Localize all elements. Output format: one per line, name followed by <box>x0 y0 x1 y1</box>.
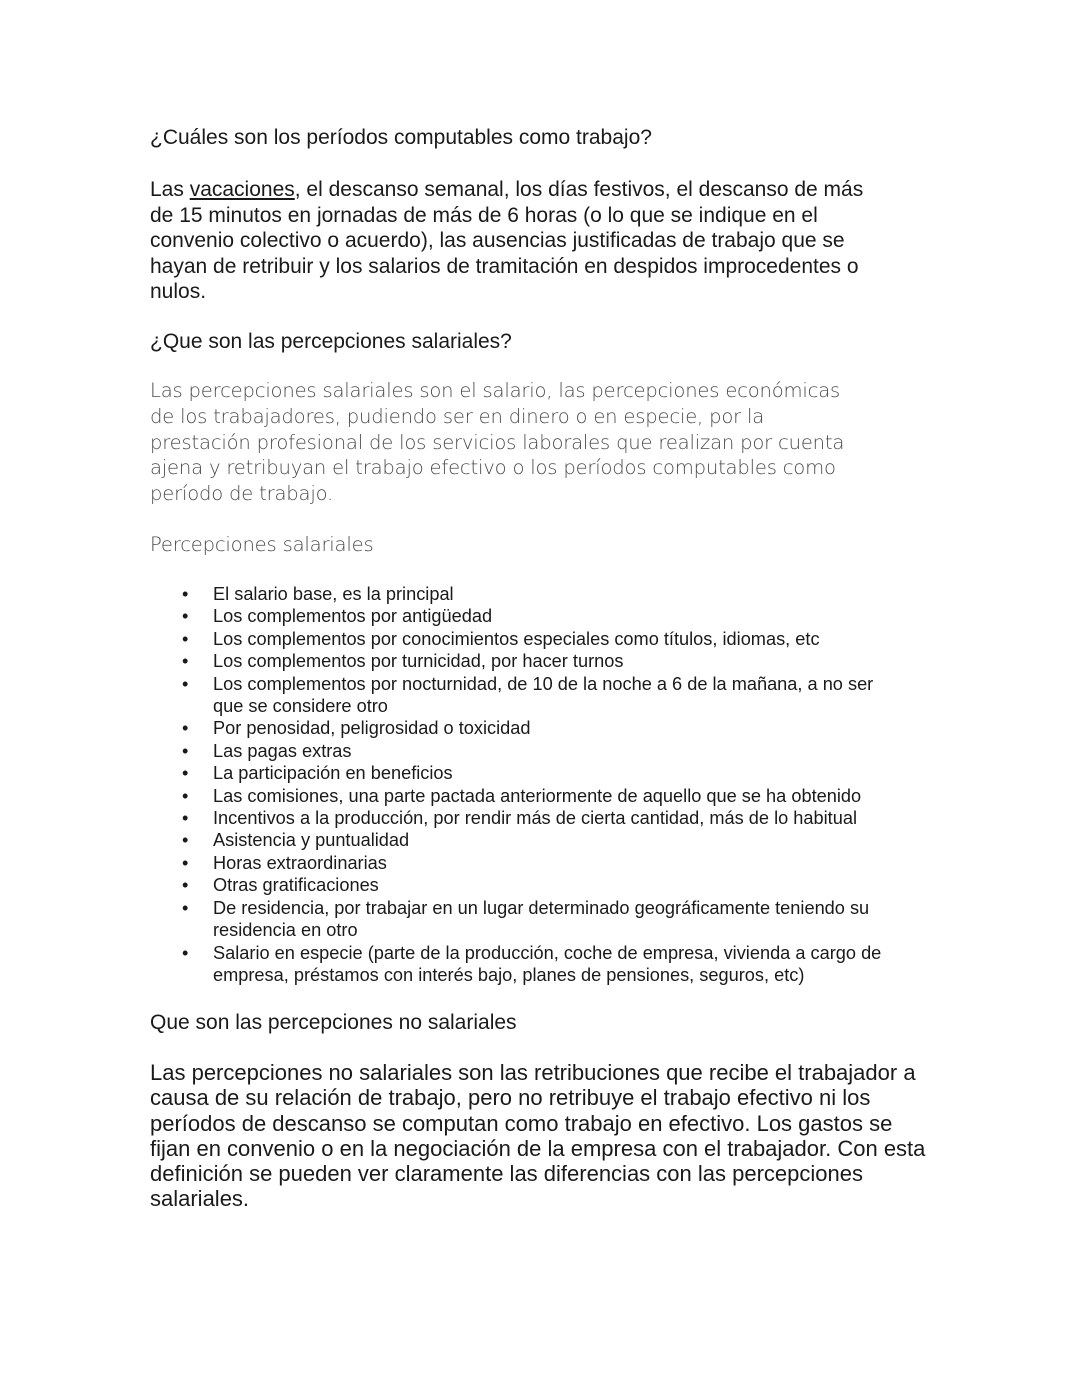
paragraph-line: convenio colectivo o acuerdo), las ausencias justificadas de trabajo que se <box>150 229 845 252</box>
list-item-line: • De residencia, por trabajar en un lugar determinado geográficamente teniendo su <box>213 897 870 918</box>
heading-periodos-computables: ¿Cuáles son los períodos computables como trabajo? <box>150 126 652 149</box>
list-item-line: • Horas extraordinarias <box>213 852 387 873</box>
paragraph-periodos-computables <box>150 177 863 305</box>
list-item <box>150 717 881 739</box>
list-item-line: • Los complementos por conocimientos especiales como títulos, idiomas, etc <box>213 628 820 649</box>
list-item <box>150 874 881 896</box>
list-item-line: • El salario base, es la principal <box>213 584 454 604</box>
subheading-percepciones-salariales: Percepciones salariales <box>150 533 374 556</box>
list-item-line: • Las comisiones, una parte pactada anteriormente de aquello que se ha obtenido <box>213 785 862 806</box>
paragraph-line: fijan en convenio o en la negociación de la empresa con el trabajador. Con esta <box>150 1135 926 1161</box>
paragraph-line: de los trabajadores, pudiendo ser en dinero o en especie, por la <box>150 404 765 428</box>
paragraph-line: de 15 minutos en jornadas de más de 6 horas (o lo que se indique en el <box>150 203 818 227</box>
paragraph-percepciones-salariales <box>150 378 844 507</box>
list-item-line: • Asistencia y puntualidad <box>213 830 410 851</box>
paragraph-percepciones-no-salariales <box>150 1060 925 1212</box>
list-item-line: • Salario en especie (parte de la producción, coche de empresa, vivienda a cargo de <box>213 942 882 963</box>
percepciones-list <box>150 583 881 986</box>
paragraph-line: prestación profesional de los servicios laborales que realizan por cuenta <box>150 430 845 454</box>
list-item <box>150 852 881 874</box>
list-item <box>150 673 881 718</box>
paragraph-line: definición se pueden ver claramente las diferencias con las percepciones <box>150 1161 863 1187</box>
paragraph-line: período de trabajo. <box>150 482 334 506</box>
list-item-line: • La participación en beneficios <box>213 763 453 784</box>
list-item-line: • Las pagas extras <box>213 740 352 761</box>
list-item <box>150 605 881 627</box>
list-item-line: • Los complementos por nocturnidad, de 10 de la noche a 6 de la mañana, a no ser <box>213 673 874 694</box>
list-item-line: • Los complementos por antigüedad <box>213 606 493 627</box>
list-item-line: • Otras gratificaciones <box>213 875 379 896</box>
paragraph-line: Las percepciones salariales son el salario, las percepciones económicas <box>150 379 841 402</box>
heading-percepciones-no-salariales: Que son las percepciones no salariales <box>150 1011 517 1034</box>
list-item-line: empresa, préstamos con interés bajo, planes de pensiones, seguros, etc) <box>213 964 805 985</box>
list-item <box>150 897 881 942</box>
paragraph-line: Las percepciones no salariales son las retribuciones que recibe el trabajador a <box>150 1060 916 1085</box>
list-item <box>150 829 881 851</box>
paragraph-line: salariales. <box>150 1186 250 1212</box>
paragraph-line: causa de su relación de trabajo, pero no retribuye el trabajo efectivo ni los <box>150 1085 871 1111</box>
list-item-line: • Los complementos por turnicidad, por hacer turnos <box>213 651 624 672</box>
list-item <box>150 650 881 672</box>
list-item <box>150 807 881 829</box>
list-item-line: • Por penosidad, peligrosidad o toxicidad <box>213 718 531 739</box>
paragraph-line: períodos de descanso se computan como trabajo en efectivo. Los gastos se <box>150 1110 893 1136</box>
paragraph-line: hayan de retribuir y los salarios de tramitación en despidos improcedentes o <box>150 254 859 278</box>
list-item-line: que se considere otro <box>213 696 388 717</box>
list-item <box>150 628 881 650</box>
paragraph-line <box>150 177 863 203</box>
paragraph-line: ajena y retribuyan el trabajo efectivo o los períodos computables como <box>150 456 836 480</box>
list-item <box>150 583 881 605</box>
list-item <box>150 762 881 784</box>
list-item-line: residencia en otro <box>213 920 358 941</box>
text: Las <box>150 178 190 201</box>
list-item <box>150 942 881 987</box>
text: , el descanso semanal, los días festivos, el descanso de más <box>294 178 864 201</box>
list-item <box>150 785 881 807</box>
list-item <box>150 740 881 762</box>
vacaciones-link[interactable]: vacaciones <box>189 178 295 201</box>
paragraph-line: nulos. <box>150 280 207 303</box>
heading-percepciones-salariales: ¿Que son las percepciones salariales? <box>150 330 512 353</box>
list-item-line: • Incentivos a la producción, por rendir más de cierta cantidad, más de lo habitual <box>213 808 857 829</box>
